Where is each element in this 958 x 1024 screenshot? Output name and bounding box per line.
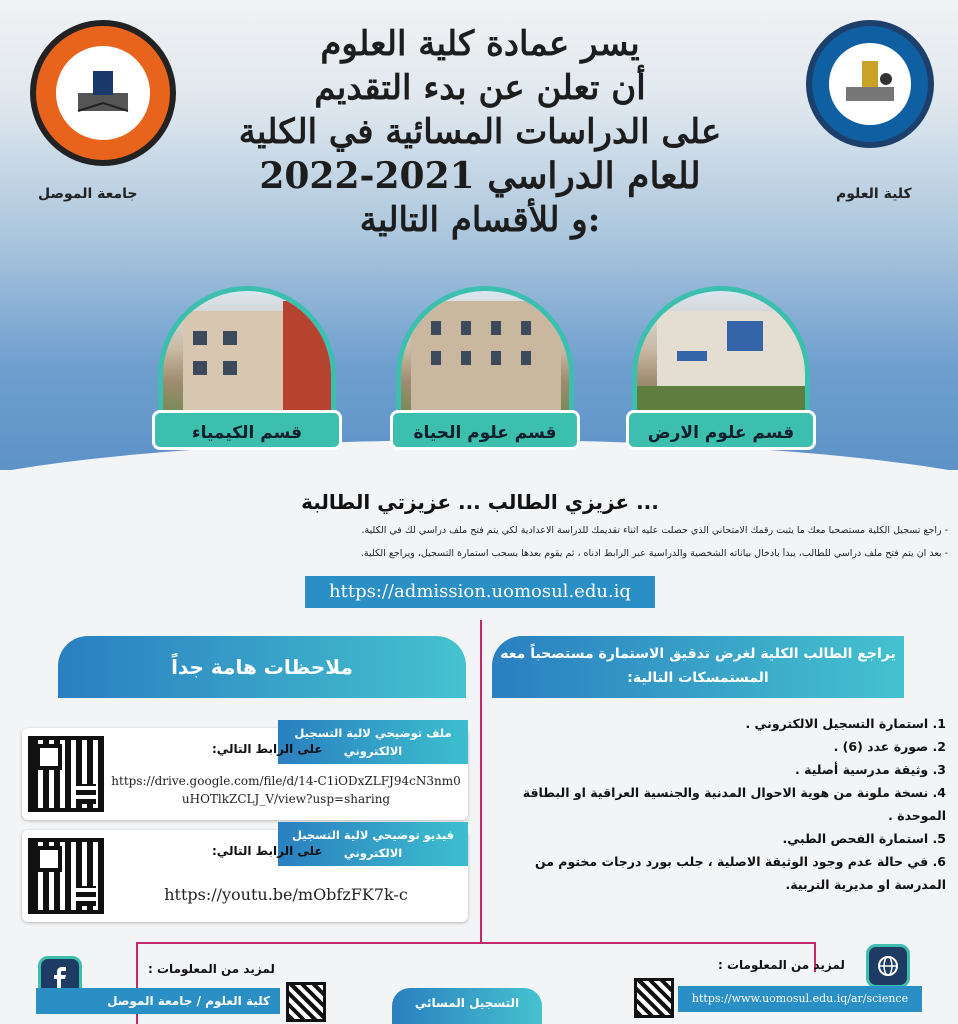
college-of-science-logo: [806, 20, 934, 148]
department-label: قسم الكيمياء: [152, 410, 342, 450]
department-photo: [158, 286, 336, 426]
headline-line-3: على الدراسات المسائية في الكلية: [238, 112, 722, 152]
list-item: 4. نسخة ملونة من هوية الاحوال المدنية والجنسية العراقية او البطاقة الموحدة .: [522, 785, 946, 823]
list-item: 1. استمارة التسجيل الالكتروني .: [745, 716, 946, 731]
science-logo-label: كلية العلوم: [836, 186, 912, 202]
globe-icon: [866, 944, 910, 988]
department-photo: [632, 286, 810, 426]
headline-line-5: و للأقسام التالية:: [359, 200, 601, 240]
list-item: 3. وثيقة مدرسية أصلية .: [794, 762, 946, 777]
vertical-divider: [480, 620, 482, 942]
qr-code-icon[interactable]: [28, 838, 104, 914]
facebook-page-link[interactable]: كلية العلوم / جامعة الموصل: [36, 988, 280, 1014]
requirements-list: [496, 712, 946, 896]
card-tag: فيديو توضيحي لالية التسجيل الالكتروني: [278, 822, 468, 866]
department-biology: [396, 286, 576, 466]
headline-line-1: يسر عمادة كلية العلوم: [320, 24, 640, 64]
qr-code-icon[interactable]: [28, 736, 104, 812]
guide-file-card: [22, 728, 468, 820]
list-item: 5. استمارة الفحص الطبي.: [782, 831, 946, 846]
guide-file-url[interactable]: https://drive.google.com/file/d/14-C1iODxZLFJ94cN3nm0uHOTlkZCLJ_V/view?usp=sharing: [111, 774, 461, 806]
more-info-label-right: لمزيد من المعلومات :: [718, 958, 845, 972]
mosul-logo-label: جامعة الموصل: [38, 186, 138, 202]
mosul-logo-emblem: [56, 46, 150, 140]
requirements-banner: يراجع الطالب الكلية لغرض تدقيق الاستمارة مستصحباً معه المستمسكات التالية:: [492, 636, 904, 698]
qr-code-icon[interactable]: [634, 978, 674, 1018]
card-tag: ملف توضيحي لالية التسجيل الالكتروني: [278, 720, 468, 764]
horizontal-divider: [136, 942, 816, 944]
globe-icon-glyph: [877, 955, 899, 977]
department-label: قسم علوم الحياة: [390, 410, 580, 450]
headline-line-4: للعام الدراسي 2021-2022: [259, 155, 701, 197]
evening-registration-tab[interactable]: التسجيل المسائي: [392, 988, 542, 1024]
important-notes-banner: ملاحظات هامة جداً: [58, 636, 466, 698]
department-chemistry: [158, 286, 338, 466]
university-of-mosul-logo: [30, 20, 176, 166]
qr-code-icon[interactable]: [286, 982, 326, 1022]
facebook-icon-glyph: [50, 967, 70, 989]
admission-url-link[interactable]: https://admission.uomosul.edu.iq: [305, 576, 655, 608]
list-item: 6. في حالة عدم وجود الوثيقة الاصلية ، جلب بورد درجات مختوم من المدرسة او مديرية التربية.: [534, 854, 946, 892]
department-earth-sciences: [632, 286, 812, 466]
instruction-note-2: - بعد ان يتم فتح ملف دراسي للطالب، يبدأ بادخال بياناته الشخصية والدراسية عبر الرابط ادناه ، ثم يقوم بعدها بسحب استمارة التسجيل، ويراجع الكلية.: [360, 548, 948, 559]
announcement-headline: [190, 22, 770, 242]
card-link-label: على الرابط التالي:: [212, 742, 323, 756]
headline-line-2: أن تعلن عن بدء التقديم: [314, 68, 646, 108]
department-label: قسم علوم الارض: [626, 410, 816, 450]
science-website-link[interactable]: https://www.uomosul.edu.iq/ar/science: [678, 986, 922, 1012]
card-link-label: على الرابط التالي:: [212, 844, 323, 858]
department-photo: [396, 286, 574, 426]
guide-video-card: [22, 830, 468, 922]
more-info-label-left: لمزيد من المعلومات :: [148, 962, 275, 976]
science-logo-emblem: [829, 43, 910, 124]
greeting: عزيزي الطالب ... عزيزتي الطالبة ...: [301, 490, 659, 514]
book-lamp-icon: [68, 63, 138, 123]
instruction-note-1: - راجع تسجيل الكلية مستصحبا معك ما يثبت رقمك الامتحاني الذي حصلت عليه اثناء تقديمك للدراسة الاعدادية لكي يتم فتح ملف دراسي لك في الكلية.: [361, 525, 948, 536]
microscope-book-icon: [840, 57, 900, 111]
guide-video-url[interactable]: https://youtu.be/mObfzFK7k-c: [164, 885, 408, 904]
list-item: 2. صورة عدد (6) .: [833, 739, 946, 754]
